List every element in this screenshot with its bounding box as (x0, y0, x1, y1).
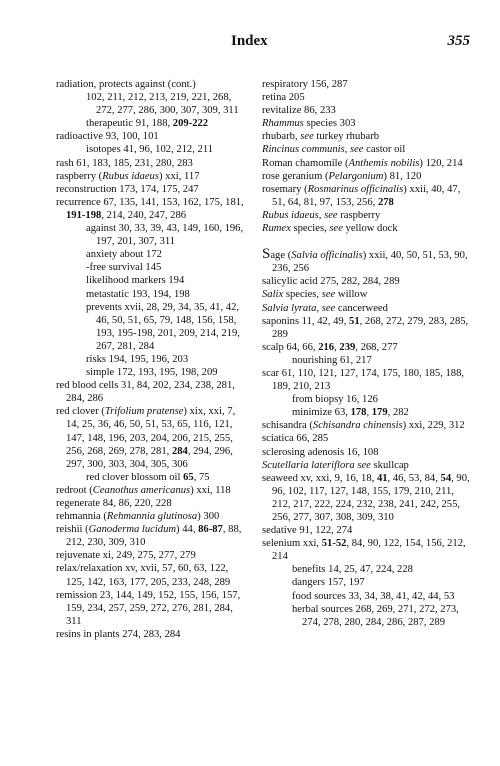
italic-term: Schisandra chinensis (312, 420, 403, 432)
entry-text: , 75 (193, 471, 210, 483)
index-entry (56, 589, 248, 628)
index-entry (56, 523, 248, 549)
bold-page-ref: 51 (349, 315, 360, 327)
entry-text: ) xxii, 40, 50, 51, 53, 90, 236, 256 (272, 250, 468, 275)
index-entry (262, 222, 474, 235)
index-entry (56, 130, 248, 143)
running-title: Index (231, 33, 268, 49)
entry-text: ) xxii, 40, 47, 51, 64, 81, 97, 153, 256, (272, 183, 461, 208)
entry-text: raspberry ( (56, 170, 103, 182)
entry-text: rash 61, 183, 185, 231, 280, 283 (56, 157, 193, 169)
entry-text: from biopsy 16, 126 (292, 394, 378, 406)
index-entry (262, 288, 474, 301)
entry-text: regenerate 84, 86, 220, 228 (56, 498, 172, 509)
index-entry (56, 379, 248, 405)
bold-page-ref: 51-52 (321, 538, 347, 550)
entry-text: ) xxi, 117 (158, 170, 200, 182)
entry-text: sciatica 66, 285 (262, 433, 329, 445)
entry-text: rejuvenate xi, 249, 275, 277, 279 (56, 550, 196, 562)
entry-text: ) xix, xxi, 7, 14, 25, 36, 46, 50, 51, 53, 65, 116, 121, 147, 148, 196, 203, 204, 206, 215, 255, 256, 268, 269, 278, 281, (66, 406, 236, 457)
entry-text: 102, 211, 212, 213, 219, 221, 268, 272, 277, 286, 300, 307, 309, 311 (86, 92, 239, 117)
entry-text: ) 44, (176, 524, 199, 536)
index-entry (262, 302, 474, 315)
italic-term: Trifolium pratense (104, 406, 184, 418)
entry-text: revitalize 86, 233 (262, 105, 336, 117)
italic-term: Rubus idaeus (102, 170, 159, 182)
bold-page-ref: 54 (440, 472, 452, 484)
entry-text: ) 300 (197, 511, 220, 523)
index-entry (262, 459, 474, 472)
entry-text: ) xxi, 118 (190, 484, 231, 496)
entry-text: resins in plants 274, 283, 284 (56, 628, 181, 640)
bold-page-ref: 209-222 (172, 118, 209, 130)
italic-term: see (357, 459, 371, 471)
entry-text: simple 172, 193, 195, 198, 209 (86, 367, 218, 379)
index-entry (262, 524, 474, 537)
index-subentry (56, 222, 248, 248)
index-entry (262, 170, 474, 183)
entry-text: , 268, 272, 279, 283, 285, 289 (272, 315, 469, 340)
entry-text: cancerweed (335, 302, 388, 314)
entry-text: food sources 33, 34, 38, 41, 42, 44, 53 (292, 590, 455, 602)
entry-text: likelihood markers 194 (86, 275, 185, 287)
index-entry (56, 405, 248, 470)
index-entry (56, 497, 248, 510)
entry-text: rose geranium ( (262, 170, 329, 182)
italic-term: see (321, 289, 336, 301)
index-entry (262, 183, 474, 209)
index-subentry (56, 91, 248, 117)
entry-text: risks 194, 195, 196, 203 (86, 353, 189, 365)
entry-text: schisandra ( (262, 420, 313, 432)
index-entry (262, 104, 474, 117)
entry-text: dangers 157, 197 (292, 577, 365, 589)
entry-text: yellow dock (342, 223, 398, 235)
page-number: 355 (447, 33, 470, 49)
entry-text: age ( (270, 250, 292, 262)
index-subentry (262, 393, 474, 406)
index-entry (262, 341, 474, 354)
entry-text: skullcap (370, 459, 409, 471)
entry-text: against 30, 33, 39, 43, 149, 160, 196, 197, 201, 307, 311 (86, 223, 244, 248)
entry-text: rhubarb, (262, 131, 301, 143)
entry-text: sedative 91, 122, 274 (262, 525, 353, 537)
index-entry (262, 91, 474, 104)
entry-text: minimize 63, (292, 407, 351, 419)
index-subentry (56, 353, 248, 366)
entry-text: seaweed xv, xxi, 9, 16, 18, (262, 472, 377, 484)
entry-text: S (262, 246, 271, 263)
italic-term: see (300, 131, 314, 143)
entry-text: retina 205 (262, 92, 305, 104)
italic-term: Ceanothus americanus (92, 484, 191, 496)
entry-text: raspberry (337, 209, 381, 221)
italic-term: Salvia officinalis (291, 250, 363, 262)
entry-text: scar 61, 110, 121, 127, 174, 175, 180, 185, 188, 189, 210, 213 (262, 367, 465, 393)
entry-text: sclerosing adenosis 16, 108 (262, 446, 379, 458)
index-entry (262, 315, 474, 341)
italic-term: see (329, 223, 343, 235)
index-entry (56, 562, 248, 588)
index-column-right (262, 78, 474, 629)
entry-text: species, (290, 223, 330, 235)
index-subentry (56, 301, 248, 353)
bold-page-ref: 65 (183, 471, 194, 483)
entry-text: recurrence 67, 135, 141, 153, 162, 175, 181, (56, 196, 244, 208)
entry-text: -free survival 145 (86, 262, 162, 274)
page-header (0, 33, 500, 53)
entry-text: turkey rhubarb (313, 131, 380, 143)
bold-page-ref: 178 (350, 407, 367, 419)
entry-text: red clover ( (56, 406, 105, 418)
index-entry (262, 432, 474, 445)
index-entry (262, 419, 474, 432)
entry-text: benefits 14, 25, 47, 224, 228 (292, 564, 413, 576)
italic-term: Rosmarinus officinalis (307, 183, 404, 195)
italic-term: Salix (262, 289, 284, 301)
italic-term: Rumex (262, 223, 291, 235)
italic-term: Pelargonium (328, 170, 384, 182)
entry-text: redroot ( (56, 484, 93, 496)
entry-text: anxiety about 172 (86, 249, 162, 261)
index-entry (56, 628, 248, 641)
entry-text: reishii ( (56, 524, 89, 536)
entry-text: red clover blossom oil (86, 471, 184, 483)
index-entry (262, 472, 474, 524)
entry-text: species, (283, 289, 322, 301)
index-subentry (56, 288, 248, 301)
index-subentry (56, 261, 248, 274)
italic-term: Salvia lyrata, see (262, 302, 336, 314)
index-subentry (56, 274, 248, 287)
italic-term: Scutellaria lateriflora (262, 459, 355, 471)
index-subentry (56, 117, 248, 130)
entry-text: isotopes 41, 96, 102, 212, 211 (86, 144, 214, 156)
entry-text: , 46, 53, 84, (387, 472, 441, 484)
entry-text: willow (335, 289, 368, 301)
bold-page-ref: 239 (339, 341, 356, 353)
index-entry (262, 157, 474, 170)
index-entry (262, 248, 474, 275)
index-column-left (56, 78, 248, 641)
index-entry (262, 367, 474, 393)
index-subentry (262, 603, 474, 629)
italic-term: Rehmannia glutinosa (106, 511, 198, 523)
entry-text: Roman chamomile ( (262, 157, 349, 169)
entry-text: , 294, 296, 297, 300, 303, 304, 305, 306 (66, 445, 233, 470)
entry-text: radioactive 93, 100, 101 (56, 131, 159, 143)
italic-term: Ganoderma lucidum (88, 524, 177, 536)
bold-page-ref: 86-87 (198, 524, 223, 536)
entry-text: , 282 (387, 407, 409, 419)
entry-text: , 268, 277 (355, 341, 398, 353)
entry-text: red blood cells 31, 84, 202, 234, 238, 281, 284, 286 (56, 380, 235, 405)
entry-text: , (366, 407, 372, 419)
index-entry (262, 209, 474, 222)
index-entry (262, 143, 474, 156)
entry-text: herbal sources 268, 269, 271, 272, 273, 274, 278, 280, 284, 286, 287, 289 (292, 603, 459, 628)
index-subentry (56, 143, 248, 156)
index-subentry (56, 366, 248, 379)
entry-text: selenium xxi, (262, 538, 322, 550)
index-entry (262, 537, 474, 563)
italic-term: Rubus idaeus, see (262, 209, 338, 221)
entry-text: salicylic acid 275, 282, 284, 289 (262, 276, 400, 288)
index-entry (262, 130, 474, 143)
entry-text: rosemary ( (262, 183, 308, 195)
italic-term: Rincinus communis, see (262, 144, 364, 156)
entry-text: nourishing 61, 217 (292, 354, 372, 366)
entry-text: , 214, 240, 247, 286 (101, 209, 187, 221)
index-entry (262, 275, 474, 288)
entry-text: , 90, 96, 102, 117, 127, 148, 155, 179, 210, 211, 212, 217, 222, 224, 232, 238, 241, 242, 255, 256, 277, 307, 308, 309, 310 (272, 472, 470, 523)
index-entry (56, 183, 248, 196)
entry-text: scalp 64, 66, (262, 341, 319, 353)
italic-term: Anthemis nobilis (348, 157, 420, 169)
index-subentry (262, 406, 474, 419)
index-subentry (56, 471, 248, 484)
bold-page-ref: 191-198 (66, 209, 102, 221)
letter-section-gap (262, 235, 474, 248)
index-subentry (262, 563, 474, 576)
entry-text: ) 81, 120 (383, 170, 422, 182)
entry-text: metastatic 193, 194, 198 (86, 288, 190, 300)
index-subentry (56, 248, 248, 261)
index-entry (56, 484, 248, 497)
entry-text: ) 120, 214 (419, 157, 463, 169)
bold-page-ref: 41 (376, 472, 388, 484)
index-entry (56, 170, 248, 183)
entry-text: therapeutic 91, 188, (86, 118, 173, 130)
entry-text: prevents xvii, 28, 29, 34, 35, 41, 42, 46, 50, 51, 65, 79, 148, 156, 158, 193, 195-198, 201, 209, 214, 219, 267, 281, 284 (86, 301, 240, 352)
index-entry (262, 78, 474, 91)
bold-page-ref: 179 (371, 407, 388, 419)
index-entry (56, 157, 248, 170)
entry-text: rehmannia ( (56, 511, 107, 523)
index-subentry (262, 576, 474, 589)
entry-text: saponins 11, 42, 49, (262, 315, 350, 327)
index-subentry (262, 590, 474, 603)
entry-text: ) xxi, 229, 312 (402, 420, 465, 432)
entry-text: , 84, 90, 122, 154, 156, 212, 214 (272, 538, 466, 563)
italic-term: Rhammus (262, 118, 304, 130)
index-entry (56, 196, 248, 222)
index-subentry (262, 354, 474, 367)
bold-page-ref: 284 (171, 445, 188, 457)
bold-page-ref: 278 (377, 196, 394, 208)
index-entry (56, 78, 248, 91)
index-entry (262, 446, 474, 459)
entry-text: castor oil (363, 144, 406, 156)
entry-text: relax/relaxation xv, xvii, 57, 60, 63, 122, 125, 142, 163, 177, 205, 233, 248, 289 (56, 563, 231, 588)
entry-text: radiation, protects against (cont.) (56, 79, 196, 90)
index-entry (262, 117, 474, 130)
bold-page-ref: 216 (318, 341, 335, 353)
index-entry (56, 510, 248, 523)
entry-text: respiratory 156, 287 (262, 79, 348, 90)
entry-text: remission 23, 144, 149, 152, 155, 156, 157, 159, 234, 257, 259, 272, 276, 281, 284, 311 (56, 589, 241, 627)
entry-text: species 303 (303, 118, 356, 130)
entry-text: , 88, 212, 230, 309, 310 (66, 524, 242, 549)
entry-text: , (334, 341, 340, 353)
index-entry (56, 549, 248, 562)
entry-text: reconstruction 173, 174, 175, 247 (56, 183, 199, 195)
